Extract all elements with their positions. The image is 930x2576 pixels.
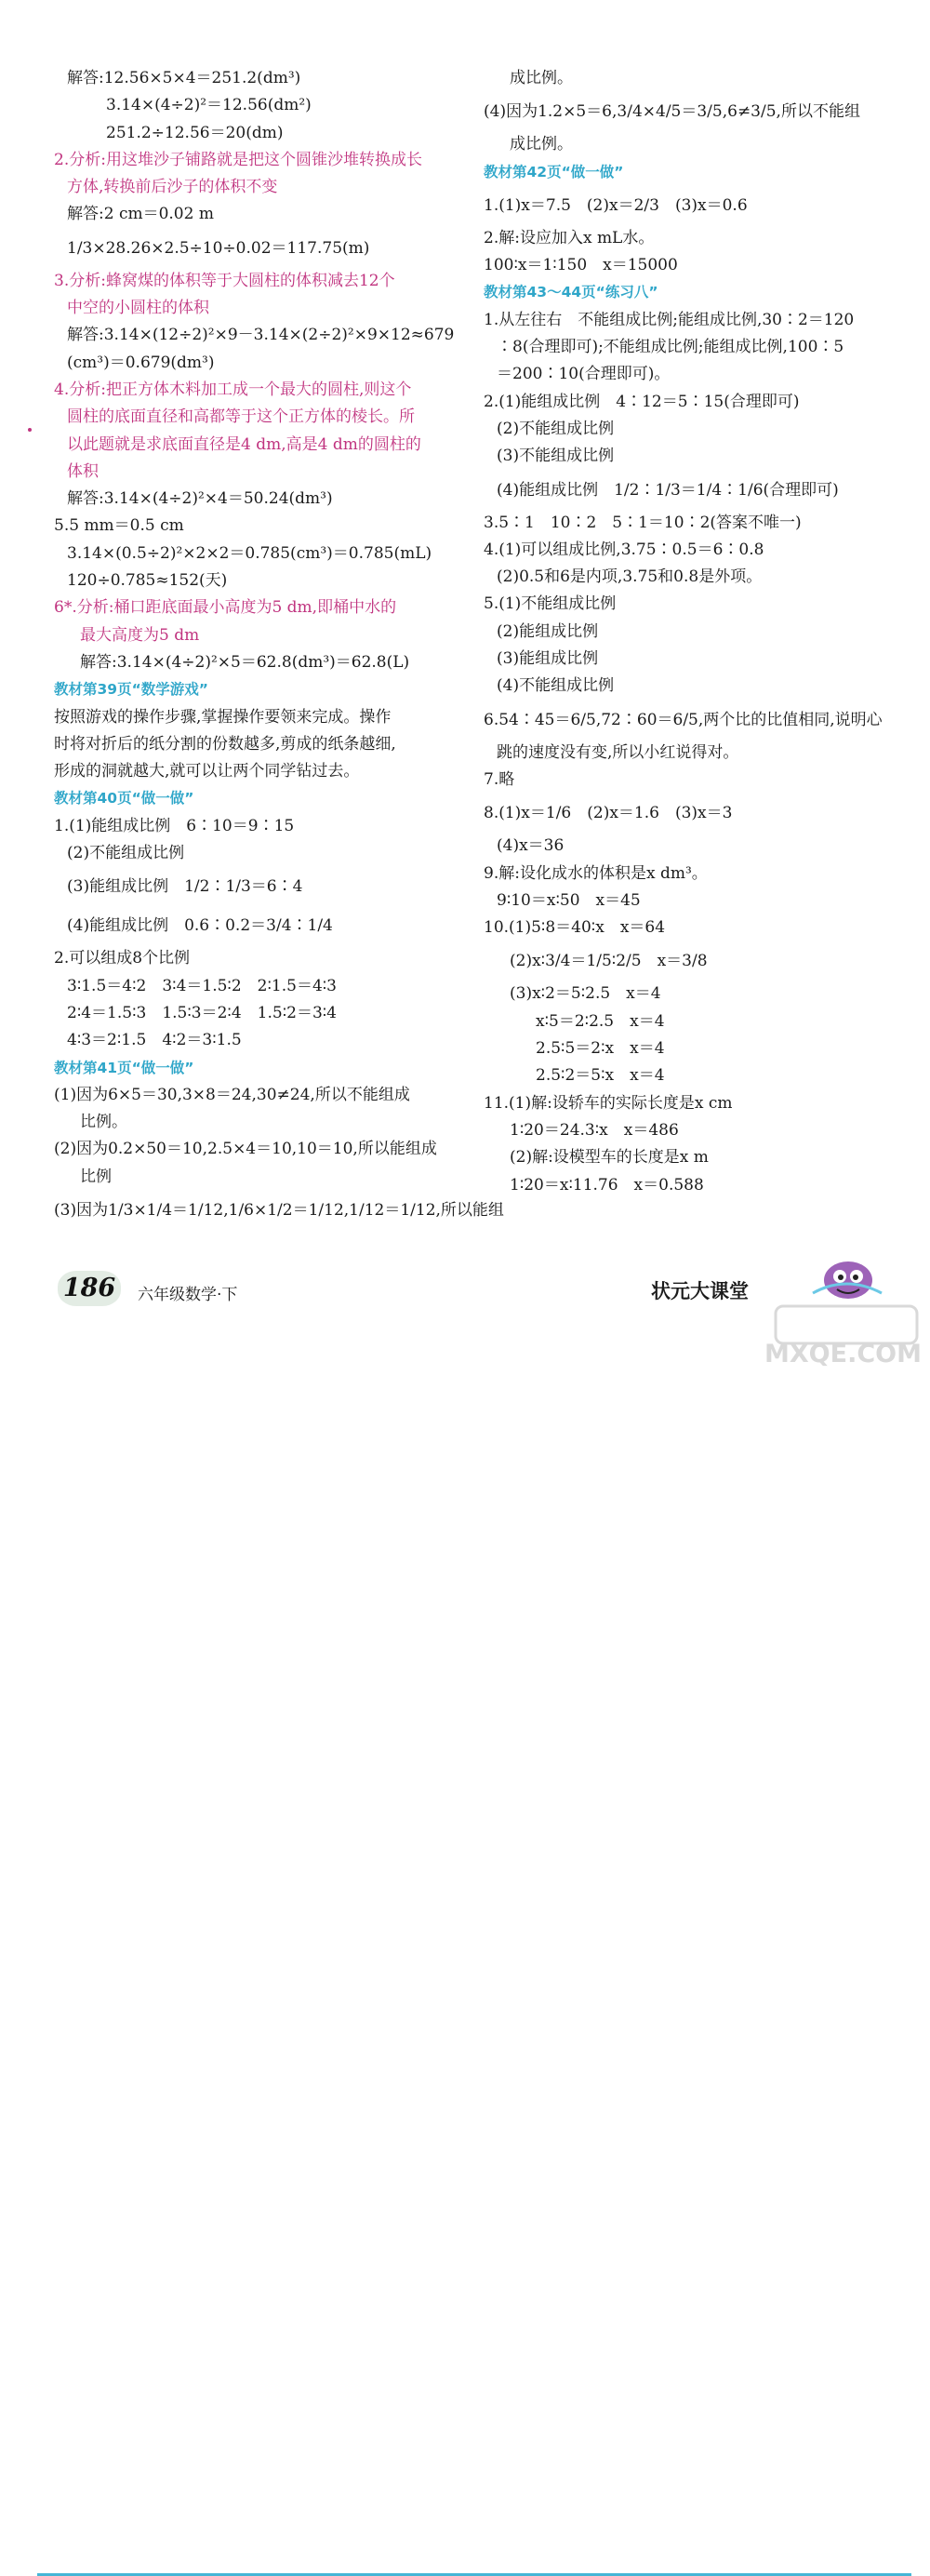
text-line: (2)不能组成比例 bbox=[67, 844, 185, 863]
text-line: 4.分析:把正方体木料加工成一个最大的圆柱,则这个 bbox=[54, 380, 412, 399]
right-column bbox=[484, 65, 884, 1199]
text-line: 7.略 bbox=[484, 769, 515, 789]
brand-name: 状元大课堂 bbox=[651, 1280, 749, 1302]
margin-dot bbox=[28, 428, 32, 432]
text-line: 解答:2 cm＝0.02 m bbox=[67, 205, 214, 224]
text-line: (4)不能组成比例 bbox=[497, 676, 615, 696]
text-line: 5.(1)不能组成比例 bbox=[484, 594, 617, 614]
text-line: 2.可以组成8个比例 bbox=[54, 949, 191, 968]
text-line: ＝200∶10(合理即可)。 bbox=[497, 365, 671, 384]
text-line: 4∶3＝2∶1.5 4∶2＝3∶1.5 bbox=[67, 1031, 242, 1050]
text-line: 解答:3.14×(12÷2)²×9－3.14×(2÷2)²×9×12≈679 bbox=[67, 326, 455, 345]
text-line: (3)能组成比例 1/2∶1/3＝6∶4 bbox=[67, 877, 303, 897]
text-line: 2∶4＝1.5∶3 1.5∶3＝2∶4 1.5∶2＝3∶4 bbox=[67, 1003, 337, 1022]
text-line: 1∶20＝x∶11.76 x＝0.588 bbox=[510, 1175, 704, 1195]
text-line: 解答:3.14×(4÷2)²×4＝50.24(dm³) bbox=[67, 489, 333, 509]
text-line: 100∶x＝1∶150 x＝15000 bbox=[484, 256, 678, 275]
text-line: 3.分析:蜂窝煤的体积等于大圆柱的体积减去12个 bbox=[54, 271, 395, 290]
text-line: (cm³)＝0.679(dm³) bbox=[67, 353, 215, 372]
text-line: 120÷0.785≈152(天) bbox=[67, 571, 228, 591]
text-line: (4)因为1.2×5＝6,3/4×4/5＝3/5,6≠3/5,所以不能组 bbox=[484, 102, 860, 122]
text-line: (2)因为0.2×50＝10,2.5×4＝10,10＝10,所以能组成 bbox=[54, 1140, 437, 1159]
text-line: 1.从左往右 不能组成比例;能组成比例,30∶2＝120 bbox=[484, 310, 855, 329]
mascot-icon bbox=[809, 1247, 884, 1302]
text-line: (4)能组成比例 1/2∶1/3＝1/4∶1/6(合理即可) bbox=[497, 480, 839, 500]
text-line: 11.(1)解:设轿车的实际长度是x cm bbox=[484, 1093, 733, 1113]
text-line: 2.5∶5＝2∶x x＝4 bbox=[536, 1039, 665, 1059]
section-heading: 教材第41页“做一做” bbox=[54, 1059, 194, 1076]
text-line: x∶5＝2∶2.5 x＝4 bbox=[536, 1011, 665, 1031]
text-line: 比例 bbox=[80, 1167, 112, 1186]
text-line: 5.5 mm＝0.5 cm bbox=[54, 516, 184, 536]
text-line: 中空的小圆柱的体积 bbox=[67, 299, 209, 318]
text-line: 方体,转换前后沙子的体积不变 bbox=[67, 178, 278, 197]
text-line: 圆柱的底面直径和高都等于这个正方体的棱长。所 bbox=[67, 407, 415, 427]
text-line: ∶8(合理即可);不能组成比例;能组成比例,100∶5 bbox=[497, 338, 844, 357]
text-line: 10.(1)5∶8＝40∶x x＝64 bbox=[484, 918, 666, 938]
text-line: 251.2÷12.56＝20(dm) bbox=[106, 123, 284, 142]
text-line: (4)能组成比例 0.6∶0.2＝3/4∶1/4 bbox=[67, 916, 333, 936]
text-line: 2.解:设应加入x mL水。 bbox=[484, 228, 655, 247]
text-line: 2.5∶2＝5∶x x＝4 bbox=[536, 1066, 665, 1086]
text-line: 解答:12.56×5×4＝251.2(dm³) bbox=[67, 69, 301, 87]
text-line: 最大高度为5 dm bbox=[80, 625, 200, 645]
text-line: (3)能组成比例 bbox=[497, 649, 599, 669]
text-line: 3∶1.5＝4∶2 3∶4＝1.5∶2 2∶1.5＝4∶3 bbox=[67, 976, 337, 995]
text-line: 时将对折后的纸分割的份数越多,剪成的纸条越细, bbox=[54, 734, 396, 754]
text-line: 4.(1)可以组成比例,3.75∶0.5＝6∶0.8 bbox=[484, 540, 764, 559]
text-line: 2.分析:用这堆沙子铺路就是把这个圆锥沙堆转换成长 bbox=[54, 150, 422, 169]
text-line: 形成的洞就越大,就可以让两个同学钻过去。 bbox=[54, 762, 360, 781]
text-line: (2)不能组成比例 bbox=[497, 419, 615, 438]
text-line: 9.解:设化成水的体积是x dm³。 bbox=[484, 863, 708, 883]
text-line: (2)x∶3/4＝1/5∶2/5 x＝3/8 bbox=[510, 952, 708, 971]
text-line: 3.14×(4÷2)²＝12.56(dm²) bbox=[106, 96, 312, 115]
section-heading: 教材第42页“做一做” bbox=[484, 163, 624, 180]
text-line: (3)x∶2＝5∶2.5 x＝4 bbox=[510, 984, 661, 1004]
text-line: (1)因为6×5＝30,3×8＝24,30≠24,所以不能组成 bbox=[54, 1085, 410, 1104]
text-line: 比例。 bbox=[80, 1113, 127, 1132]
text-line: 解答:3.14×(4÷2)²×5＝62.8(dm³)＝62.8(L) bbox=[80, 652, 410, 672]
text-line: 体积 bbox=[67, 461, 99, 481]
text-line: 成比例。 bbox=[510, 135, 573, 154]
text-line: (2)0.5和6是内项,3.75和0.8是外项。 bbox=[497, 567, 763, 587]
text-line: 跳的速度没有变,所以小红说得对。 bbox=[497, 742, 739, 762]
section-heading: 教材第43～44页“练习八” bbox=[484, 284, 658, 301]
text-line: 1/3×28.26×2.5÷10÷0.02＝117.75(m) bbox=[67, 238, 370, 258]
watermark-text: MXQE.COM bbox=[764, 1340, 922, 1368]
text-line: (2)解:设模型车的长度是x m bbox=[510, 1148, 709, 1168]
text-line: (2)能组成比例 bbox=[497, 621, 599, 641]
page-number: 186 bbox=[58, 1271, 121, 1306]
text-line: (3)不能组成比例 bbox=[497, 447, 615, 466]
text-line: (3)因为1/3×1/4＝1/12,1/6×1/2＝1/12,1/12＝1/12,所以能组 bbox=[54, 1200, 504, 1220]
text-line: 6*.分析:桶口距底面最小高度为5 dm,即桶中水的 bbox=[54, 598, 397, 618]
text-line: 1.(1)x＝7.5 (2)x＝2/3 (3)x＝0.6 bbox=[484, 195, 748, 215]
book-title: 六年级数学·下 bbox=[138, 1286, 238, 1304]
text-line: 1∶20＝24.3∶x x＝486 bbox=[510, 1120, 679, 1140]
text-line: 以此题就是求底面直径是4 dm,高是4 dm的圆柱的 bbox=[67, 434, 421, 454]
text-line: 2.(1)能组成比例 4∶12＝5∶15(合理即可) bbox=[484, 392, 800, 411]
text-line: 1.(1)能组成比例 6∶10＝9∶15 bbox=[54, 816, 295, 835]
text-line: 8.(1)x＝1/6 (2)x＝1.6 (3)x＝3 bbox=[484, 804, 733, 823]
text-line: 3.14×(0.5÷2)²×2×2＝0.785(cm³)＝0.785(mL) bbox=[67, 543, 432, 563]
text-line: (4)x＝36 bbox=[497, 836, 565, 856]
text-line: 成比例。 bbox=[510, 69, 573, 87]
text-line: 9∶10＝x∶50 x＝45 bbox=[497, 890, 641, 910]
section-heading: 教材第39页“数学游戏” bbox=[54, 681, 208, 699]
text-line: 按照游戏的操作步骤,掌握操作要领来完成。操作 bbox=[54, 707, 392, 727]
text-line: 3.5∶1 10∶2 5∶1＝10∶2(答案不唯一) bbox=[484, 513, 802, 532]
section-heading: 教材第40页“做一做” bbox=[54, 790, 194, 808]
text-line: 6.54∶45＝6/5,72∶60＝6/5,两个比的比值相同,说明心 bbox=[484, 710, 883, 729]
